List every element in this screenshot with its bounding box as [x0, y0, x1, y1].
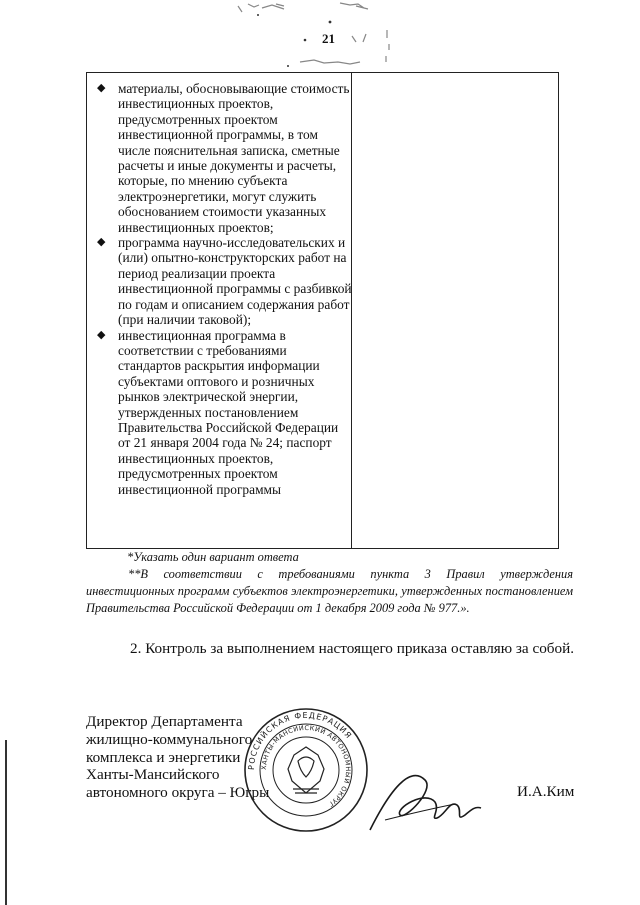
footnote-legal-text: **В соответствии с требованиями пункта 3 Правил утверждения инвестиционных программ субъектов электроэнергетики, утвержденных постановлением Правительства Российской Федерации от 1 декабря 2009 года № 977.».: [86, 567, 573, 615]
requirements-table: [86, 72, 559, 549]
official-seal: [243, 707, 369, 833]
footnote-answer-variant: *Указать один вариант ответа: [127, 550, 299, 564]
footnote-legal-reference: [86, 566, 573, 617]
signatory-line: жилищно-коммунального: [86, 730, 253, 748]
signatory-name: И.А.Ким: [517, 783, 575, 800]
list-item: [95, 328, 353, 497]
seal-inner-text: ХАНТЫ-МАНСИЙСКИЙ АВТОНОМНЫЙ ОКРУГ: [259, 723, 353, 809]
signatory-line: Ханты-Мансийского: [86, 766, 220, 784]
signatory-line: Директор Департамента: [86, 713, 243, 730]
bullet-icon: ◆: [97, 236, 106, 249]
list-item-text: инвестиционная программа в соответствии с требованиями стандартов раскрытия информации субъектами оптового и розничных рынков электрической энергии, утвержденных постановлением Правительства Российской Федерации от 21 января 2004 года № 24; паспорт инвестиционных проектов, предусмотренных проектом инвестиционной программы: [118, 327, 339, 497]
list-item: [95, 235, 353, 327]
scan-artifacts: [0, 0, 640, 80]
signatory-title: [86, 713, 269, 802]
seal-outer-text: РОССИЙСКАЯ ФЕДЕРАЦИЯ: [246, 710, 354, 771]
signatory-line: автономного округа – Югры: [86, 784, 270, 802]
page-number: 21: [322, 31, 335, 46]
signatory-line: комплекса и энергетики: [86, 748, 241, 766]
coat-of-arms-icon: [288, 747, 324, 793]
bullet-icon: ◆: [97, 328, 106, 341]
bullet-list: [95, 81, 353, 497]
list-item: [95, 81, 353, 235]
order-item-2: 2. Контроль за выполнением настоящего приказа оставляю за собой.: [130, 640, 575, 657]
list-item-text: материалы, обосновывающие стоимость инвестиционных проектов, предусмотренных проектом инвестиционной программы, в том числе пояснительная записка, сметные расчеты и иные документы и расчеты, которые, по мнению субъекта электроэнергетики, могут служить обоснованием стоимости указанных инвестиционных проектов;: [118, 81, 350, 235]
scan-margin-line: [5, 740, 7, 905]
handwritten-signature: [365, 760, 485, 840]
bullet-icon: ◆: [97, 82, 106, 94]
list-item-text: программа научно-исследовательских и (или) опытно-конструкторских работ на период реализации проекта инвестиционной программы с разбивкой по годам и описанием содержания работ (при наличии таковой);: [118, 235, 352, 328]
